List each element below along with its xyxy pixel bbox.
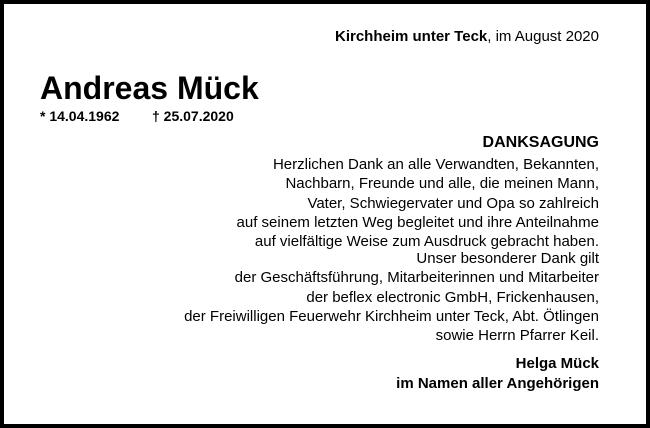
paragraph-line: auf vielfältige Weise zum Ausdruck gebracht haben. (254, 233, 599, 251)
paragraph-line: der Freiwilligen Feuerwehr Kirchheim unter Teck, Abt. Ötlingen (184, 307, 599, 325)
paragraph-line: Nachbarn, Freunde und alle, die meinen Mann, (285, 175, 599, 193)
paragraph-line: sowie Herrn Pfarrer Keil. (435, 327, 599, 345)
thanks-paragraph (149, 155, 599, 251)
deceased-name: Andreas Mück (40, 70, 259, 106)
paragraph-line: auf seinem letzten Weg begleitet und ihre Anteilnahme (236, 213, 599, 231)
paragraph-line: Vater, Schwiegervater und Opa so zahlreich (307, 194, 599, 212)
signature-block (396, 354, 599, 394)
life-dates (40, 108, 234, 125)
special-thanks-paragraph (149, 249, 599, 345)
paragraph-line: Unser besonderer Dank gilt (416, 250, 599, 267)
signature-name: Helga Mück (515, 355, 599, 372)
date-text: , im August 2020 (487, 28, 599, 45)
place-name: Kirchheim unter Teck (334, 28, 488, 45)
signature-subtitle: im Namen aller Angehörigen (396, 375, 599, 392)
birth-date: * 14.04.1962 (40, 108, 120, 124)
place-date-line (335, 28, 599, 46)
danksagung-heading: DANKSAGUNG (482, 134, 599, 151)
paragraph-line: der beflex electronic GmbH, Frickenhausen, (306, 288, 599, 306)
paragraph-line: Herzlichen Dank an alle Verwandten, Bekannten, (272, 156, 599, 173)
death-date: † 25.07.2020 (152, 108, 234, 124)
paragraph-line: der Geschäftsführung, Mitarbeiterinnen und Mitarbeiter (234, 269, 599, 287)
